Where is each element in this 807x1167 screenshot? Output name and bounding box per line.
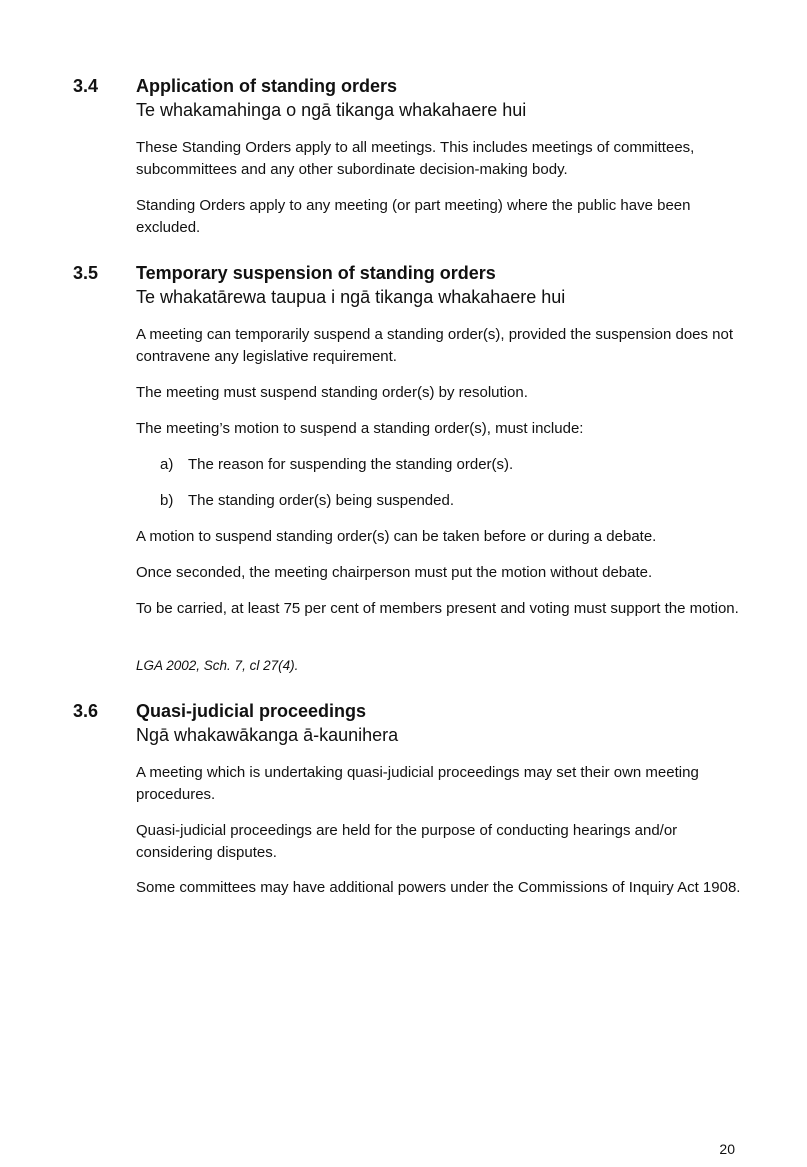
paragraph: A meeting which is undertaking quasi-judicial proceedings may set their own meeting procedures. <box>136 764 699 803</box>
section-number: 3.5 <box>73 263 99 283</box>
list-marker: a) <box>160 456 174 473</box>
paragraph: Quasi-judicial proceedings are held for the purpose of conducting hearings and/or considering disputes. <box>136 822 678 861</box>
list-item-text: The standing order(s) being suspended. <box>188 492 455 509</box>
section-number: 3.6 <box>73 701 99 721</box>
section-title: Temporary suspension of standing orders <box>136 263 496 283</box>
list-marker: b) <box>160 492 174 509</box>
list-item-text: The reason for suspending the standing order(s). <box>188 456 514 473</box>
paragraph: Standing Orders apply to any meeting (or part meeting) where the public have been excluded. <box>136 197 691 236</box>
paragraph: To be carried, at least 75 per cent of members present and voting must support the motion. <box>136 600 739 617</box>
list-item <box>160 454 740 476</box>
section-subtitle: Te whakamahinga o ngā tikanga whakahaere hui <box>136 100 527 120</box>
section-title: Quasi-judicial proceedings <box>136 701 367 721</box>
paragraph: A meeting can temporarily suspend a standing order(s), provided the suspension does not contravene any legislative requirement. <box>136 326 734 365</box>
page-number: 20 <box>719 1141 735 1157</box>
paragraph: The meeting must suspend standing order(s) by resolution. <box>136 384 528 401</box>
paragraph: Some committees may have additional powers under the Commissions of Inquiry Act 1908. <box>136 879 741 896</box>
paragraph: The meeting’s motion to suspend a standing order(s), must include: <box>136 420 584 437</box>
section-subtitle: Ngā whakawākanga ā-kaunihera <box>136 725 399 745</box>
legal-citation: LGA 2002, Sch. 7, cl 27(4). <box>136 658 299 673</box>
section-number: 3.4 <box>73 76 99 96</box>
section-subtitle: Te whakatārewa taupua i ngā tikanga whakahaere hui <box>136 287 566 307</box>
paragraph: Once seconded, the meeting chairperson must put the motion without debate. <box>136 564 653 581</box>
section-title: Application of standing orders <box>136 76 398 96</box>
paragraph: A motion to suspend standing order(s) can be taken before or during a debate. <box>136 528 657 545</box>
paragraph: These Standing Orders apply to all meetings. This includes meetings of committees, subcommittees and any other subordinate decision-making body. <box>136 139 695 178</box>
list-item <box>160 490 740 512</box>
